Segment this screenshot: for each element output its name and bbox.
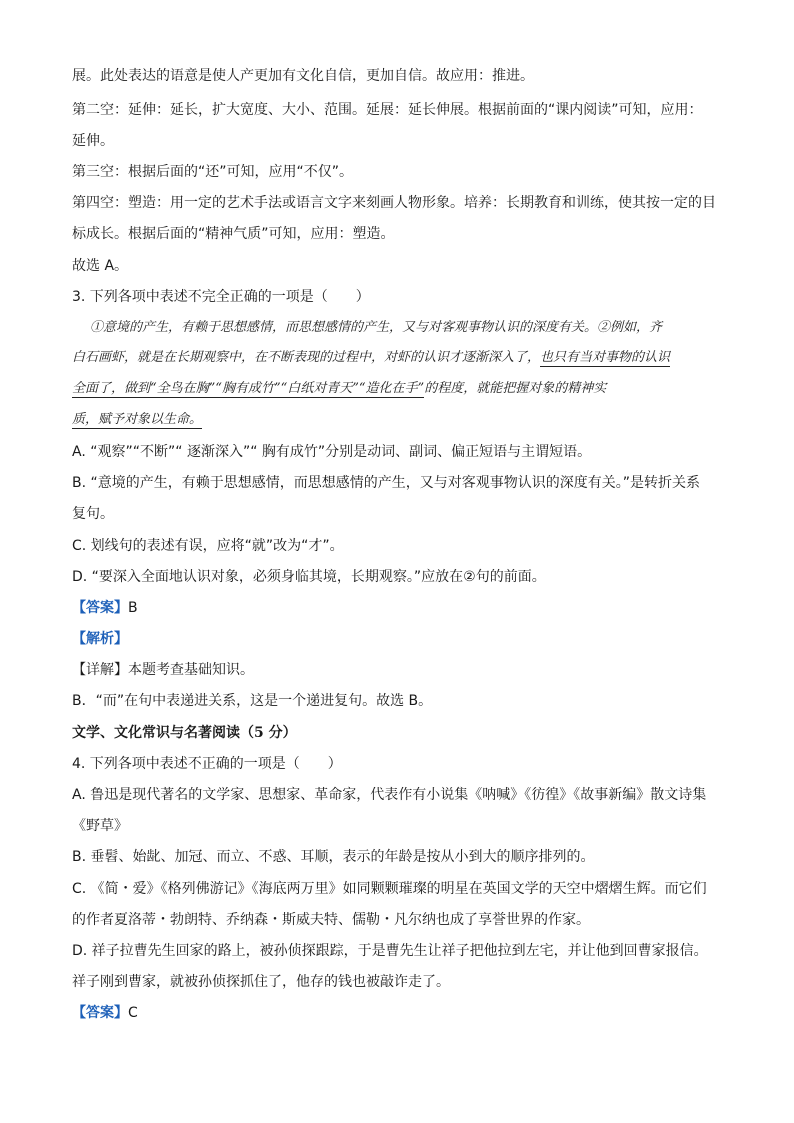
option-b-cont: 复句。 bbox=[72, 506, 114, 522]
option-c: C. 划线句的表述有误，应将“就”改为“才”。 bbox=[72, 538, 344, 554]
question-3-stem: 3. 下列各项中表述不完全正确的一项是（ ） bbox=[72, 289, 370, 305]
analysis-q3 bbox=[72, 629, 722, 649]
passage-text: 白石画虾，就是在长期观察中，在不断表现的过程中，对虾的认识才逐渐深入了， bbox=[72, 350, 541, 365]
explain-q3: B．“而”在句中表递进关系，这是一个递进复句。故选 B。 bbox=[72, 693, 433, 709]
answer-value: B bbox=[128, 600, 138, 616]
section-heading: 文学、文化常识与名著阅读（5 分） bbox=[72, 725, 297, 741]
passage-line-2 bbox=[72, 348, 722, 368]
passage-text: 的程度，就能把握对象的精神实 bbox=[424, 381, 607, 396]
answer-value: C bbox=[128, 1005, 138, 1021]
text-line: 第二空：延伸：延长，扩大宽度、大小、范围。延展：延长伸展。根据前面的“课内阅读”可知，应用： bbox=[72, 102, 703, 118]
option-d-cont: 祥子刚到曹家，就被孙侦探抓住了，他存的钱也被敲诈走了。 bbox=[72, 974, 450, 990]
option-c-cont: 的作者夏洛蒂・勃朗特、乔纳森・斯威夫特、儒勒・凡尔纳也成了享誉世界的作家。 bbox=[72, 912, 590, 928]
option-b: B. 垂髫、始龀、加冠、而立、不惑、耳顺，表示的年龄是按从小到大的顺序排列的。 bbox=[72, 849, 595, 865]
option-b: B. “意境的产生，有赖于思想感情，而思想感情的产生，又与对客观事物认识的深度有关。”是转折关系 bbox=[72, 475, 701, 491]
passage-line-3 bbox=[72, 379, 722, 399]
answer-tag: 【答案】 bbox=[72, 600, 128, 616]
text-line: 第四空：塑造：用一定的艺术手法或语言文字来刻画人物形象。培养：长期教育和训练，使其按一定的目 bbox=[72, 195, 716, 211]
analysis-tag: 【解析】 bbox=[72, 631, 128, 647]
answer-q4 bbox=[72, 1003, 722, 1023]
detail-q3: 【详解】本题考查基础知识。 bbox=[72, 662, 254, 678]
underlined-sentence: 全面了，做到“全鸟在胸”“胸有成竹” bbox=[72, 381, 281, 396]
question-4-stem: 4. 下列各项中表述不正确的一项是（ ） bbox=[72, 756, 342, 772]
option-a-cont: 《野草》 bbox=[72, 818, 128, 834]
text-line: 第三空：根据后面的“还”可知，应用“不仅”。 bbox=[72, 164, 354, 180]
text-line: 故选 A。 bbox=[72, 258, 129, 274]
option-a: A. 鲁迅是现代著名的文学家、思想家、革命家，代表作有小说集《呐喊》《彷徨》《故事新编》散文诗集 bbox=[72, 787, 707, 803]
option-d: D. 祥子拉曹先生回家的路上，被孙侦探跟踪，于是曹先生让祥子把他拉到左宅，并让他到回曹家报信。 bbox=[72, 943, 708, 959]
text-line: 标成长。根据后面的“精神气质”可知，应用：塑造。 bbox=[72, 226, 395, 242]
text-line: 展。此处表达的语意是使人产更加有文化自信，更加自信。故应用：推进。 bbox=[72, 68, 534, 84]
option-a: A. “观察”“不断”“ 逐渐深入”“ 胸有成竹”分别是动词、副词、偏正短语与主谓短语。 bbox=[72, 444, 592, 460]
text-line: 延伸。 bbox=[72, 133, 114, 149]
underlined-sentence: 质，赋予对象以生命。 bbox=[72, 412, 203, 427]
option-d: D. “要深入全面地认识对象，必须身临其境，长期观察。”应放在②句的前面。 bbox=[72, 569, 546, 585]
option-c: C. 《简・爱》《格列佛游记》《海底两万里》如同颗颗璀璨的明星在英国文学的天空中熠熠生辉。而它们 bbox=[72, 881, 707, 897]
answer-tag: 【答案】 bbox=[72, 1005, 128, 1021]
answer-q3 bbox=[72, 598, 722, 618]
passage-line-4 bbox=[72, 410, 722, 430]
underlined-sentence: 也只有当对事物的认识 bbox=[540, 350, 671, 365]
passage-line-1: ①意境的产生，有赖于思想感情，而思想感情的产生，又与对客观事物认识的深度有关。②例如，齐 bbox=[90, 320, 663, 335]
underlined-sentence: “白纸对青天”“造化在手” bbox=[280, 381, 425, 396]
